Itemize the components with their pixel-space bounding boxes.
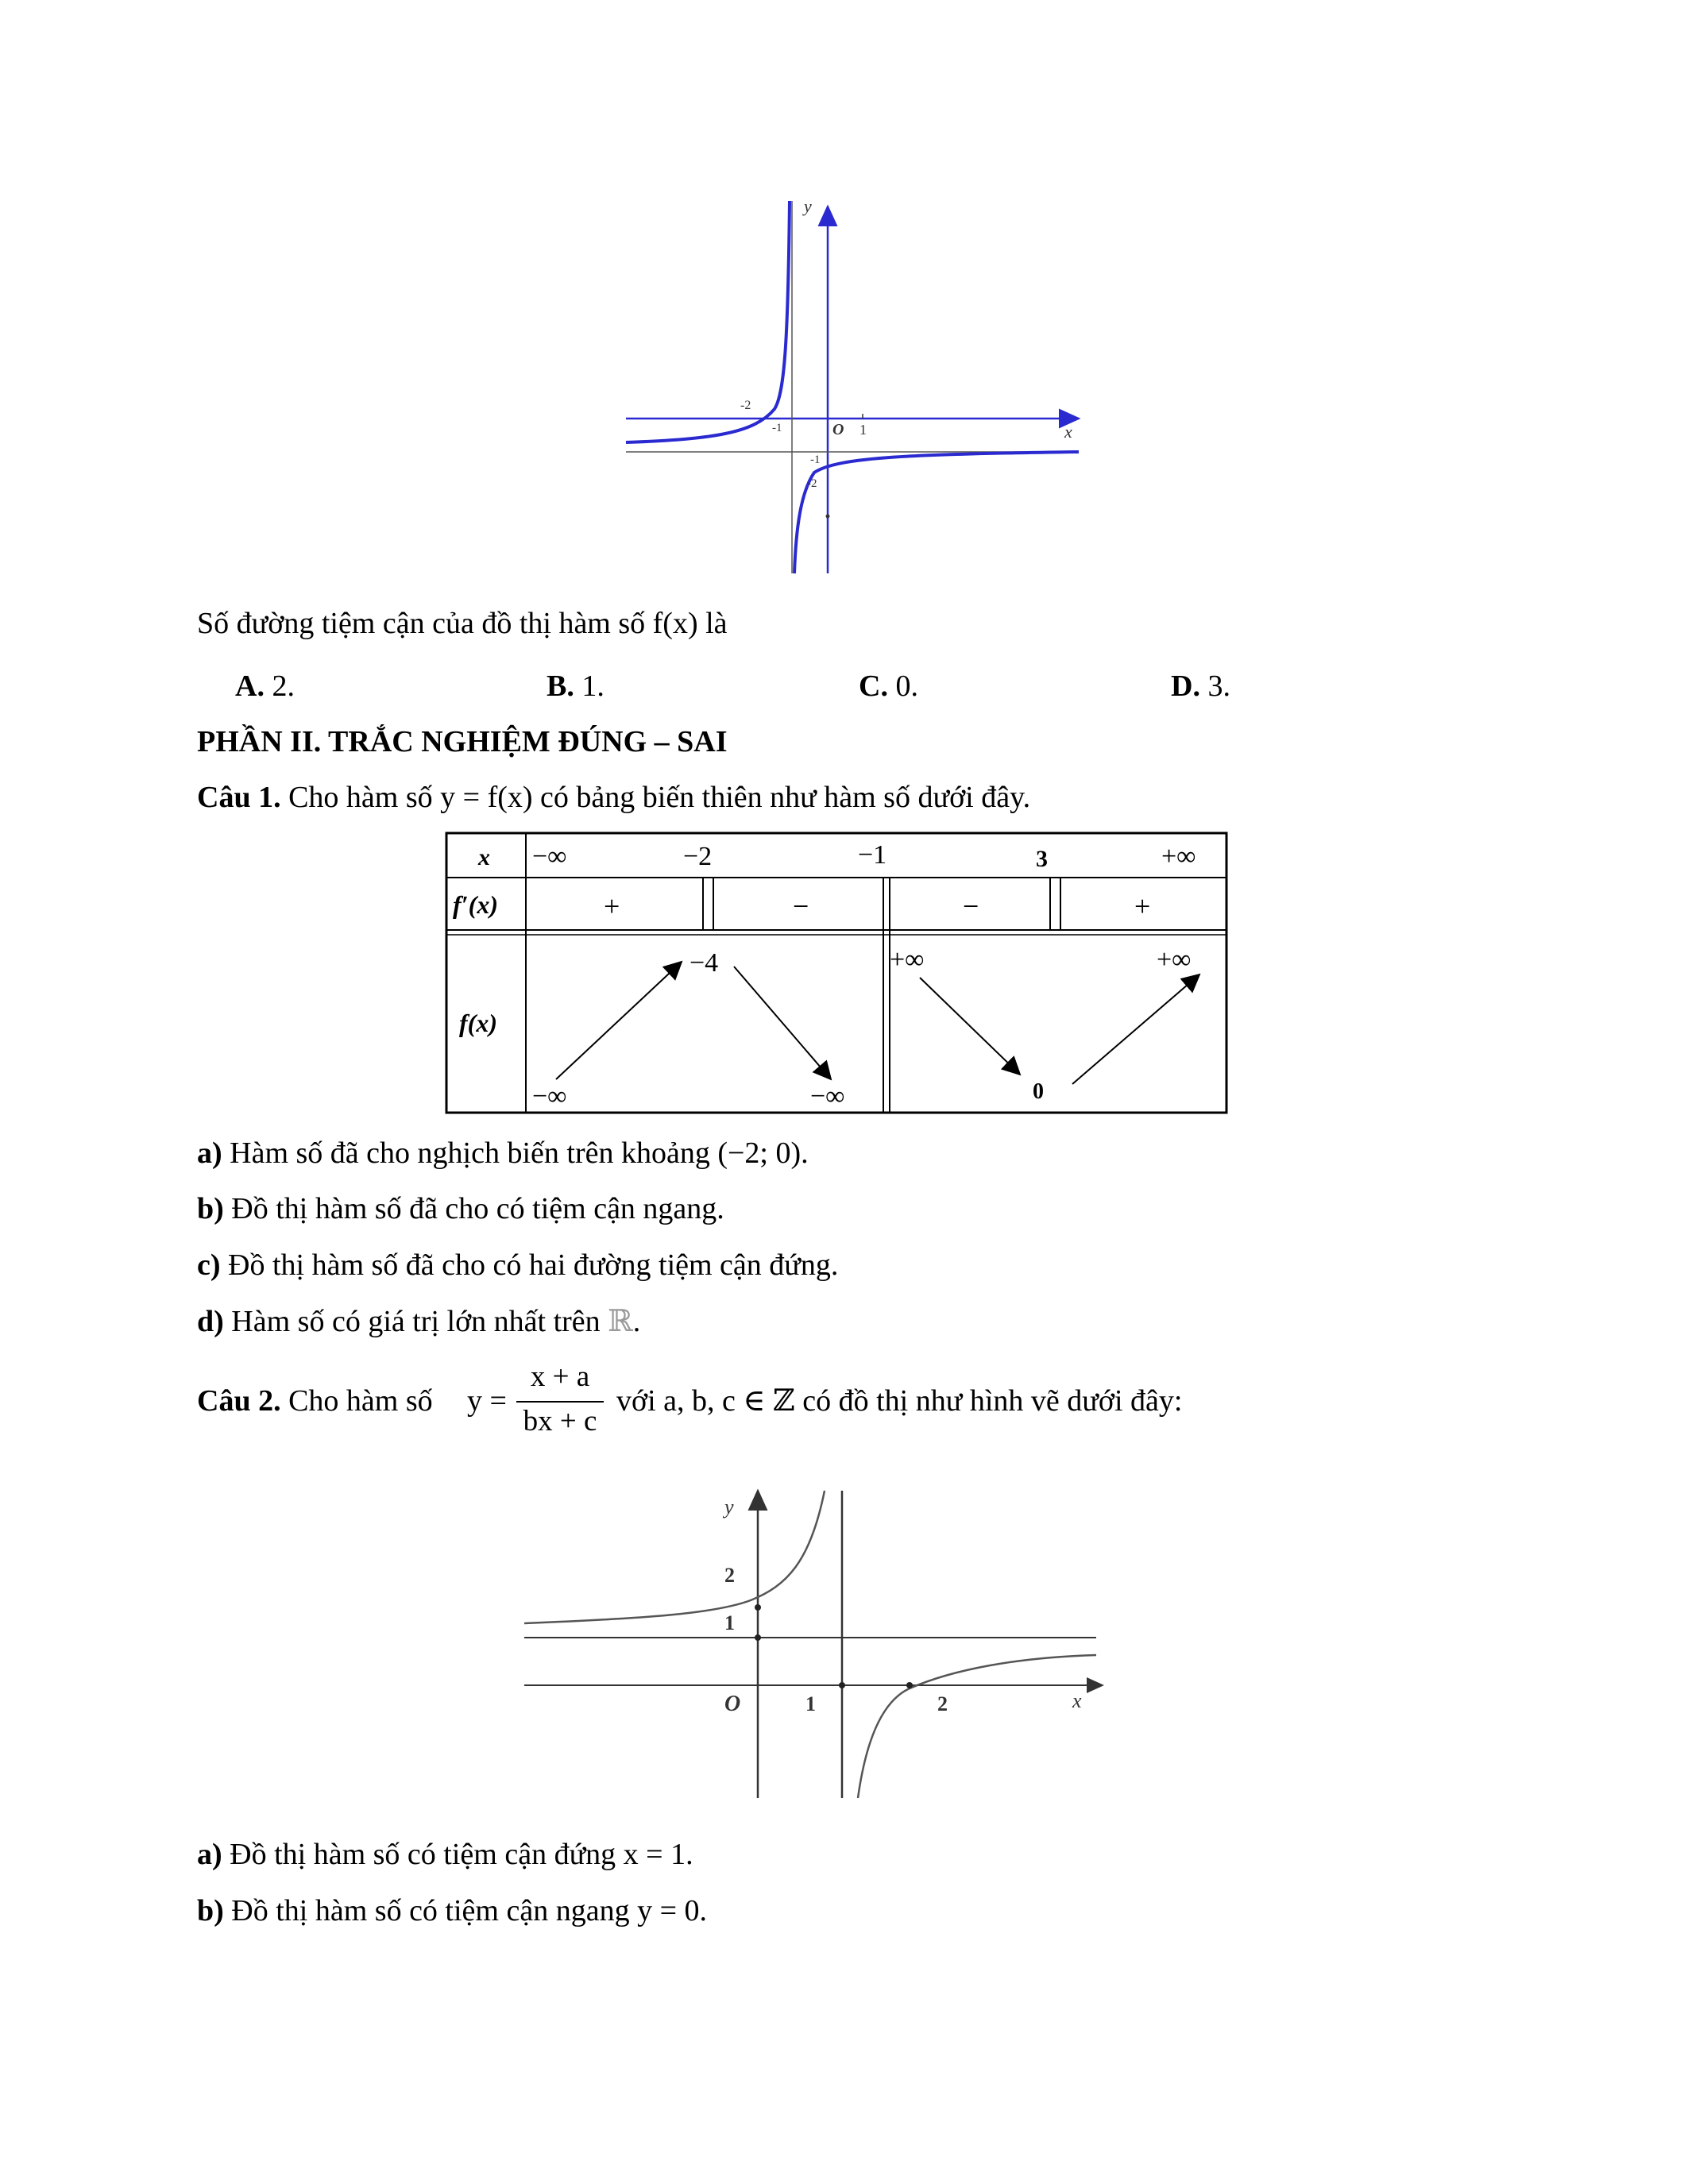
graph2-x-label: x — [1072, 1689, 1082, 1712]
option-b[interactable]: B. 1. — [547, 669, 605, 703]
derivative-sign: − — [793, 890, 809, 922]
graph2-y-label: y — [724, 1495, 734, 1518]
graph1-label-x-1: 1 — [859, 422, 867, 438]
fraction-bar — [516, 1401, 604, 1403]
section-title: PHẦN II. TRẮC NGHIỆM ĐÚNG – SAI — [197, 725, 728, 758]
f-value: −∞ — [532, 1082, 567, 1111]
graph2-label-y-1: 1 — [724, 1611, 735, 1634]
statement-c: c) Đồ thị hàm số đã cho có hai đường tiệm cận đứng. — [197, 1248, 839, 1282]
derivative-sign: + — [604, 890, 620, 922]
graph2-label-x-2: 2 — [937, 1692, 948, 1715]
question-2-label: Câu 2. — [197, 1384, 281, 1418]
graph2-label-x-1: 1 — [805, 1692, 816, 1715]
option-a[interactable]: A. 2. — [235, 669, 295, 703]
statement-a: a) Hàm số đã cho nghịch biến trên khoảng (−2; 0). — [197, 1136, 809, 1170]
question-1-label: Câu 1. — [197, 781, 281, 814]
x-value: −2 — [683, 842, 713, 871]
reals-symbol: ℝ — [608, 1305, 633, 1338]
question-stem: Số đường tiệm cận của đồ thị hàm số f(x) là — [197, 607, 728, 640]
graph-2 — [524, 1487, 1108, 1800]
graph1-label-y-neg2: -2 — [807, 477, 817, 490]
graph2-origin: O — [724, 1692, 741, 1716]
f-value: −4 — [689, 948, 719, 978]
derivative-sign: + — [1134, 890, 1151, 922]
graph1-label-x-neg2: -2 — [740, 399, 751, 412]
f-value: −∞ — [810, 1082, 845, 1111]
option-d[interactable]: D. 3. — [1171, 669, 1230, 703]
option-c[interactable]: C. 0. — [859, 669, 918, 703]
statement-b: b) Đồ thị hàm số đã cho có tiệm cận ngang. — [197, 1192, 724, 1225]
statement-d: d) Hàm số có giá trị lớn nhất trên ℝ. — [197, 1305, 641, 1338]
x-value: −1 — [858, 840, 887, 870]
question-2-stem-post: với a, b, c ∈ ℤ có đồ thị như hình vẽ dưới đây: — [616, 1384, 1183, 1418]
function-y-eq: y = — [467, 1384, 507, 1418]
derivative-sign: − — [963, 890, 979, 922]
question-1-stem: Câu 1. Cho hàm số y = f(x) có bảng biến thiên như hàm số dưới đây. — [197, 781, 1031, 814]
x-value: 3 — [1036, 846, 1048, 872]
graph1-y-label: y — [804, 196, 812, 216]
curve-left-branch — [524, 1491, 825, 1623]
f-value: +∞ — [1157, 945, 1192, 974]
table-row-f: f(x) — [459, 1009, 497, 1037]
x-value: −∞ — [532, 842, 567, 871]
curve-right-branch — [794, 452, 1079, 573]
f-value: +∞ — [890, 945, 925, 974]
graph1-label-y-neg1: -1 — [810, 453, 821, 466]
question-2-stem: Câu 2. Cho hàm số — [197, 1384, 433, 1418]
table-row-fprime: f′(x) — [453, 890, 498, 919]
statement-2a: a) Đồ thị hàm số có tiệm cận đứng x = 1. — [197, 1838, 693, 1871]
graph-1 — [620, 195, 1096, 576]
graph2-label-y-2: 2 — [724, 1564, 735, 1587]
fraction-denominator: bx + c — [523, 1405, 597, 1437]
variation-table — [445, 832, 1231, 1117]
statement-2b: b) Đồ thị hàm số có tiệm cận ngang y = 0. — [197, 1894, 708, 1927]
curve-left-branch — [626, 201, 790, 442]
fraction-numerator: x + a — [530, 1360, 590, 1393]
table-row-x: x — [478, 844, 490, 870]
x-value: +∞ — [1161, 842, 1196, 871]
graph1-origin: O — [832, 421, 844, 438]
curve-right-branch — [858, 1655, 1096, 1798]
f-value: 0 — [1033, 1079, 1044, 1104]
graph1-x-label: x — [1064, 422, 1072, 442]
graph1-label-x-neg1: -1 — [772, 422, 782, 434]
